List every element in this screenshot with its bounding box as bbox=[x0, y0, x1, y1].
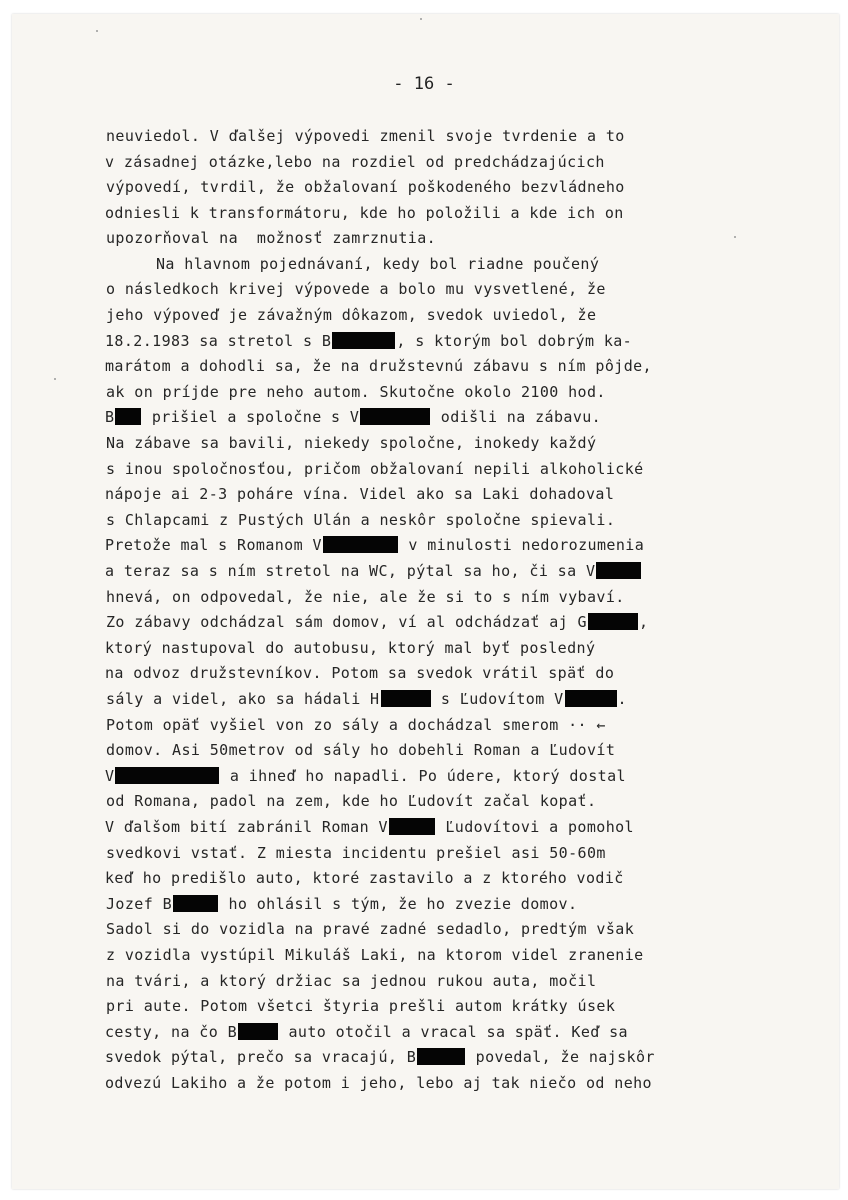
text-line bbox=[105, 1072, 652, 1094]
line-text: neuviedol. V ďalšej výpovedi zmenil svoje tvrdenie a to bbox=[106, 127, 625, 145]
line-text: keď ho predišlo auto, ktoré zastavilo a z ktorého vodič bbox=[105, 869, 624, 887]
text-line bbox=[105, 202, 624, 224]
line-text: ak on príjde pre neho autom. Skutočne okolo 2100 hod. bbox=[106, 383, 606, 401]
text-line bbox=[106, 381, 606, 403]
text-line bbox=[106, 509, 615, 531]
line-text: pri aute. Potom všetci štyria prešli autom krátky úsek bbox=[106, 997, 616, 1015]
line-text: ho ohlásil s tým, že ho zvezie domov. bbox=[219, 895, 578, 913]
text-line bbox=[106, 304, 596, 326]
line-text: Na hlavnom pojednávaní, kedy bol riadne poučený bbox=[156, 255, 600, 273]
text-line bbox=[106, 944, 644, 966]
line-text: s inou spoločnosťou, pričom obžalovaní nepili alkoholické bbox=[106, 460, 644, 478]
text-line bbox=[105, 765, 626, 787]
redaction-bar bbox=[173, 895, 218, 912]
line-text: a teraz sa s ním stretol na WC, pýtal sa ho, či sa V bbox=[105, 562, 596, 580]
text-line bbox=[106, 739, 615, 761]
paper-speck bbox=[96, 30, 98, 32]
redaction-bar bbox=[596, 562, 641, 579]
text-line bbox=[105, 1046, 655, 1068]
line-text: s Ľudovítom V bbox=[431, 690, 564, 708]
text-line bbox=[106, 970, 596, 992]
text-line bbox=[105, 483, 614, 505]
line-text: sály a videl, ako sa hádali H bbox=[106, 690, 380, 708]
text-line bbox=[156, 253, 599, 275]
line-text: v minulosti nedorozumenia bbox=[398, 536, 645, 554]
redaction-bar bbox=[323, 536, 398, 553]
page-number: - 16 - bbox=[393, 74, 455, 94]
redaction-bar bbox=[238, 1023, 278, 1040]
line-text: B bbox=[105, 408, 115, 426]
text-line bbox=[105, 637, 595, 659]
text-line bbox=[106, 176, 625, 198]
line-text: upozorňoval na možnosť zamrznutia. bbox=[106, 229, 437, 247]
paper-speck bbox=[420, 18, 422, 20]
text-line bbox=[106, 586, 625, 608]
line-text: od Romana, padol na zem, kde ho Ľudovít začal kopať. bbox=[106, 792, 597, 810]
line-text: s Chlapcami z Pustých Ulán a neskôr spoločne spievali. bbox=[106, 511, 616, 529]
line-text: cesty, na čo B bbox=[105, 1023, 238, 1041]
line-text: . bbox=[617, 690, 627, 708]
line-text: Sadol si do vozidla na pravé zadné sedadlo, predtým však bbox=[106, 920, 635, 938]
line-text: prišiel a spoločne s V bbox=[142, 408, 360, 426]
text-line bbox=[105, 151, 605, 173]
line-text: a ihneď ho napadli. Po údere, ktorý dostal bbox=[220, 767, 626, 785]
redaction-bar bbox=[565, 690, 617, 707]
text-line bbox=[106, 918, 634, 940]
redaction-bar bbox=[332, 332, 395, 349]
line-text: 18.2.1983 sa stretol s B bbox=[105, 332, 332, 350]
redaction-bar bbox=[360, 408, 430, 425]
line-text: Jozef B bbox=[106, 895, 173, 913]
text-line bbox=[106, 995, 615, 1017]
line-text: Na zábave sa bavili, niekedy spoločne, inokedy každý bbox=[106, 434, 597, 452]
text-line bbox=[106, 688, 627, 710]
line-text: na odvoz družstevníkov. Potom sa svedok vrátil späť do bbox=[105, 664, 615, 682]
line-text: na tvári, a ktorý držiac sa jednou rukou auta, močil bbox=[106, 972, 597, 990]
text-line bbox=[106, 611, 648, 633]
line-text: svedok pýtal, prečo sa vracajú, B bbox=[105, 1048, 417, 1066]
paper-speck bbox=[734, 236, 736, 238]
text-line bbox=[105, 534, 644, 556]
redaction-bar bbox=[588, 613, 638, 630]
text-line bbox=[105, 355, 652, 377]
line-text: V ďalšom bití zabránil Roman V bbox=[105, 818, 388, 836]
line-text: svedkovi vstať. Z miesta incidentu prešiel asi 50-60m bbox=[106, 844, 606, 862]
line-text: ktorý nastupoval do autobusu, ktorý mal byť posledný bbox=[105, 639, 596, 657]
line-text: v zásadnej otázke,lebo na rozdiel od predchádzajúcich bbox=[105, 153, 605, 171]
redaction-bar bbox=[417, 1048, 465, 1065]
line-text: , s ktorým bol dobrým ka- bbox=[396, 332, 633, 350]
text-line bbox=[106, 432, 596, 454]
redaction-bar bbox=[381, 690, 431, 707]
redaction-bar bbox=[115, 767, 219, 784]
text-line bbox=[106, 278, 606, 300]
text-line bbox=[106, 842, 606, 864]
text-line bbox=[106, 458, 644, 480]
paper-speck bbox=[54, 378, 56, 380]
text-line bbox=[105, 1021, 628, 1043]
text-line bbox=[105, 330, 632, 352]
line-text: o následkoch krivej výpovede a bolo mu vysvetlené, že bbox=[106, 280, 606, 298]
line-text: V bbox=[105, 767, 115, 785]
text-line bbox=[105, 816, 634, 838]
text-line bbox=[105, 867, 624, 889]
text-line bbox=[105, 662, 614, 684]
line-text: odvezú Lakiho a že potom i jeho, lebo aj tak niečo od neho bbox=[105, 1074, 652, 1092]
line-text: hnevá, on odpovedal, že nie, ale že si to s ním vybaví. bbox=[106, 588, 625, 606]
text-line bbox=[105, 406, 601, 428]
text-line bbox=[106, 893, 577, 915]
redaction-bar bbox=[389, 818, 435, 835]
line-text: Zo zábavy odchádzal sám domov, ví al odchádzať aj G bbox=[106, 613, 587, 631]
line-text: , bbox=[638, 613, 649, 631]
line-text: povedal, že najskôr bbox=[466, 1048, 655, 1066]
line-text: Pretože mal s Romanom V bbox=[105, 536, 322, 554]
line-text: odišli na zábavu. bbox=[431, 408, 602, 426]
redaction-bar bbox=[115, 408, 141, 425]
text-line bbox=[106, 714, 606, 736]
line-text: odniesli k transformátoru, kde ho položili a kde ich on bbox=[105, 204, 624, 222]
text-line bbox=[106, 227, 436, 249]
line-text: domov. Asi 50metrov od sály ho dobehli Roman a Ľudovít bbox=[106, 741, 616, 759]
line-text: výpovedí, tvrdil, že obžalovaní poškodeného bezvládneho bbox=[106, 178, 625, 196]
line-text: marátom a dohodli sa, že na družstevnú zábavu s ním pôjde, bbox=[105, 357, 652, 375]
line-text: jeho výpoveď je závažným dôkazom, svedok uviedol, že bbox=[106, 306, 597, 324]
text-line bbox=[106, 125, 625, 147]
line-text: Ľudovítovi a pomohol bbox=[435, 818, 634, 836]
line-text: z vozidla vystúpil Mikuláš Laki, na ktorom videl zranenie bbox=[106, 946, 644, 964]
line-text: auto otočil a vracal sa späť. Keď sa bbox=[279, 1023, 628, 1041]
line-text: nápoje ai 2-3 poháre vína. Videl ako sa Laki dohadoval bbox=[105, 485, 615, 503]
line-text: Potom opäť vyšiel von zo sály a dochádzal smerom ·· ← bbox=[106, 716, 606, 734]
text-line bbox=[105, 560, 642, 582]
text-line bbox=[106, 790, 596, 812]
